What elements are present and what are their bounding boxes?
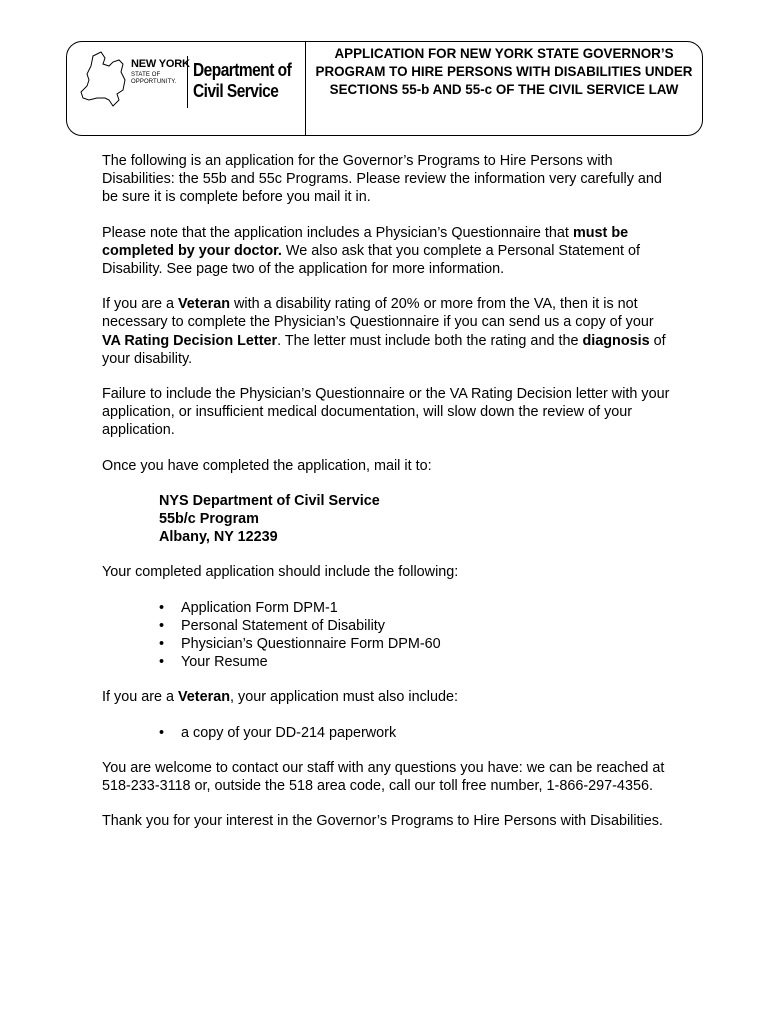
header-box bbox=[66, 41, 703, 136]
list-item-text: a copy of your DD-214 paperwork bbox=[181, 724, 397, 741]
logo-tagline-line2: OPPORTUNITY. bbox=[131, 79, 177, 85]
list-item-text: Application Form DPM-1 bbox=[181, 599, 338, 616]
veteran-include-c: , your application must also include: bbox=[230, 689, 458, 706]
veteran-text-g: of your disability. bbox=[102, 332, 666, 367]
physician-emphasis: must be completed by your doctor. bbox=[102, 224, 629, 259]
ny-state-map-icon bbox=[79, 50, 133, 108]
veteran-include-a: If you are a bbox=[102, 689, 178, 706]
mailing-address bbox=[159, 492, 672, 547]
letter-body bbox=[102, 152, 672, 847]
form-title: APPLICATION FOR NEW YORK STATE GOVERNOR’S PROGRAM TO HIRE PERSONS WITH DISABILITIES UNDER SECTIONS 55-b AND 55-c OF THE CIVIL SERVICE LAW bbox=[315, 46, 693, 97]
veteran-text-e: . The letter must include both the rating and the bbox=[277, 332, 583, 349]
veteran-include-intro bbox=[102, 688, 672, 706]
bullet-icon: • bbox=[159, 617, 165, 634]
logo-tagline bbox=[131, 72, 176, 86]
veteran-emphasis: Veteran bbox=[178, 296, 230, 313]
list-item-text: Your Resume bbox=[181, 654, 268, 671]
va-letter-emphasis: VA Rating Decision Letter bbox=[102, 332, 278, 349]
diagnosis-emphasis: diagnosis bbox=[582, 332, 650, 349]
state-outline bbox=[81, 52, 125, 106]
veteran-text-a: If you are a bbox=[102, 296, 178, 313]
list-item bbox=[102, 617, 672, 635]
address-line1: NYS Department of Civil Service bbox=[159, 492, 380, 509]
contact-paragraph: You are welcome to contact our staff with any questions you have: we can be reached at 518-233-3118 or, outside the 518 area code, call our toll free number, 1-866-297-4356. bbox=[102, 759, 665, 795]
veteran-paragraph bbox=[102, 295, 672, 368]
address-line3: Albany, NY 12239 bbox=[159, 529, 278, 546]
bullet-icon: • bbox=[159, 599, 165, 616]
bullet-icon: • bbox=[159, 654, 165, 671]
bullet-icon: • bbox=[159, 724, 165, 741]
list-item-text: Personal Statement of Disability bbox=[181, 617, 385, 634]
physician-text-a: Please note that the application includes a Physician’s Questionnaire that bbox=[102, 224, 573, 241]
list-item bbox=[102, 635, 672, 653]
logo-divider bbox=[187, 56, 188, 108]
list-item bbox=[102, 724, 672, 742]
logo-dept-line2: Civil Service bbox=[193, 81, 279, 101]
physician-text-c: We also ask that you complete a Personal Statement of Disability. See page two of the application for more information. bbox=[102, 242, 641, 278]
address-line2: 55b/c Program bbox=[159, 511, 259, 528]
logo-tagline-line1: STATE OF bbox=[131, 72, 161, 78]
logo-state-word: NEW YORK bbox=[131, 58, 190, 70]
physician-paragraph bbox=[102, 224, 672, 279]
failure-paragraph: Failure to include the Physician’s Questionnaire or the VA Rating Decision letter with your application, or insufficient medical documentation, will slow down the review of your application. bbox=[102, 386, 670, 439]
intro-paragraph: The following is an application for the Governor’s Programs to Hire Persons with Disabilities: the 55b and 55c Programs. Please review the information very carefully and be sure it is complete before you mail it in. bbox=[102, 153, 662, 206]
list-item bbox=[102, 653, 672, 671]
logo-department-name bbox=[193, 60, 291, 102]
veteran-include-list bbox=[102, 724, 672, 742]
mail-intro: Once you have completed the application, mail it to: bbox=[102, 457, 432, 474]
include-intro: Your completed application should include the following: bbox=[102, 564, 459, 581]
header-divider bbox=[305, 42, 306, 135]
include-list bbox=[102, 599, 672, 672]
bullet-icon: • bbox=[159, 636, 165, 653]
list-item bbox=[102, 599, 672, 617]
veteran-include-emphasis: Veteran bbox=[178, 689, 230, 706]
logo-dept-line1: Department of bbox=[193, 60, 292, 80]
veteran-text-c: with a disability rating of 20% or more from the VA, then it is not necessary to complete the Physician’s Questionnaire if you can send us a copy of your bbox=[102, 296, 654, 331]
nys-dcs-logo bbox=[77, 50, 299, 124]
thanks-paragraph: Thank you for your interest in the Governor’s Programs to Hire Persons with Disabilities. bbox=[102, 813, 663, 830]
list-item-text: Physician’s Questionnaire Form DPM-60 bbox=[181, 636, 441, 653]
